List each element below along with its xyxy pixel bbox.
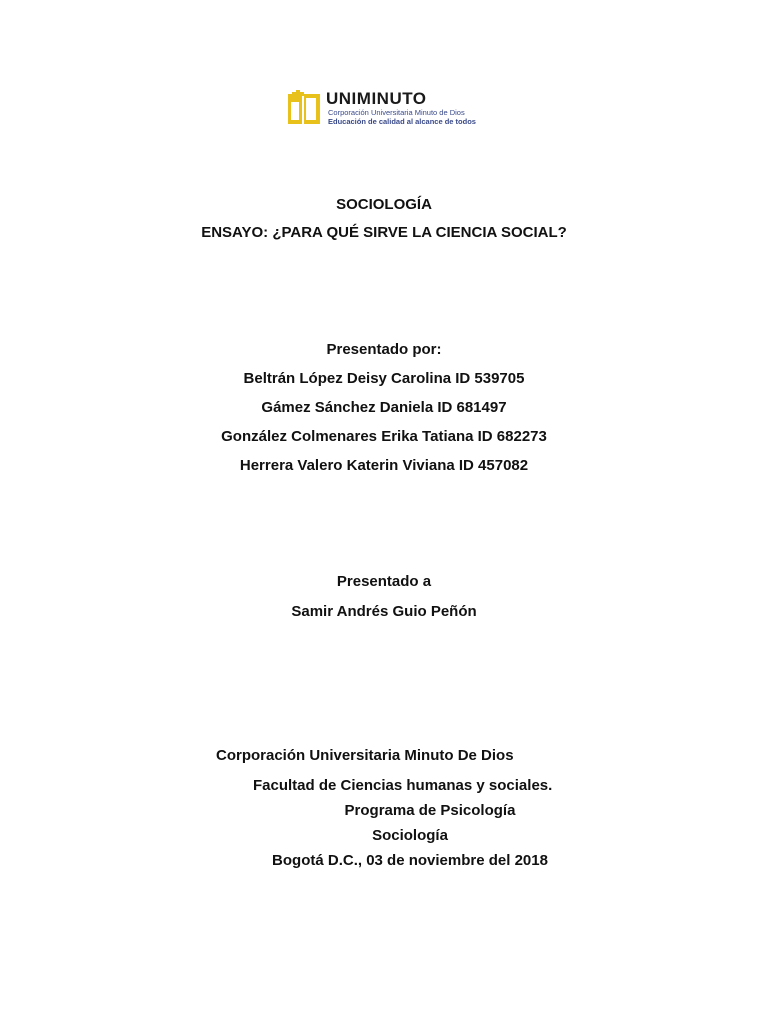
uniminuto-emblem-icon: [286, 88, 326, 130]
subject-title: SOCIOLOGÍA: [336, 196, 432, 213]
essay-title: ENSAYO: ¿PARA QUÉ SIRVE LA CIENCIA SOCIAL?: [201, 224, 567, 241]
presented-by-heading: Presentado por:: [326, 341, 442, 358]
institution-name: Corporación Universitaria Minuto De Dios: [216, 747, 514, 764]
faculty-name: Facultad de Ciencias humanas y sociales.: [253, 777, 553, 794]
logo-wordmark: UNIMINUTO: [326, 89, 427, 108]
document-date: Bogotá D.C., 03 de noviembre del 2018: [272, 852, 548, 869]
author-2: Gámez Sánchez Daniela ID 681497: [261, 399, 507, 416]
logo-tagline: Educación de calidad al alcance de todos: [328, 117, 476, 126]
author-3: González Colmenares Erika Tatiana ID 682273: [221, 428, 547, 445]
course-name: Sociología: [372, 827, 448, 844]
author-4: Herrera Valero Katerin Viviana ID 457082: [239, 457, 529, 474]
teacher-name: Samir Andrés Guio Peñón: [291, 603, 477, 620]
presented-to-heading: Presentado a: [336, 573, 432, 590]
logo-institution-name: Corporación Universitaria Minuto de Dios: [328, 108, 465, 117]
author-1: Beltrán López Deisy Carolina ID 539705: [243, 370, 525, 387]
program-name: Programa de Psicología: [344, 802, 516, 819]
uniminuto-logo: [286, 88, 510, 130]
